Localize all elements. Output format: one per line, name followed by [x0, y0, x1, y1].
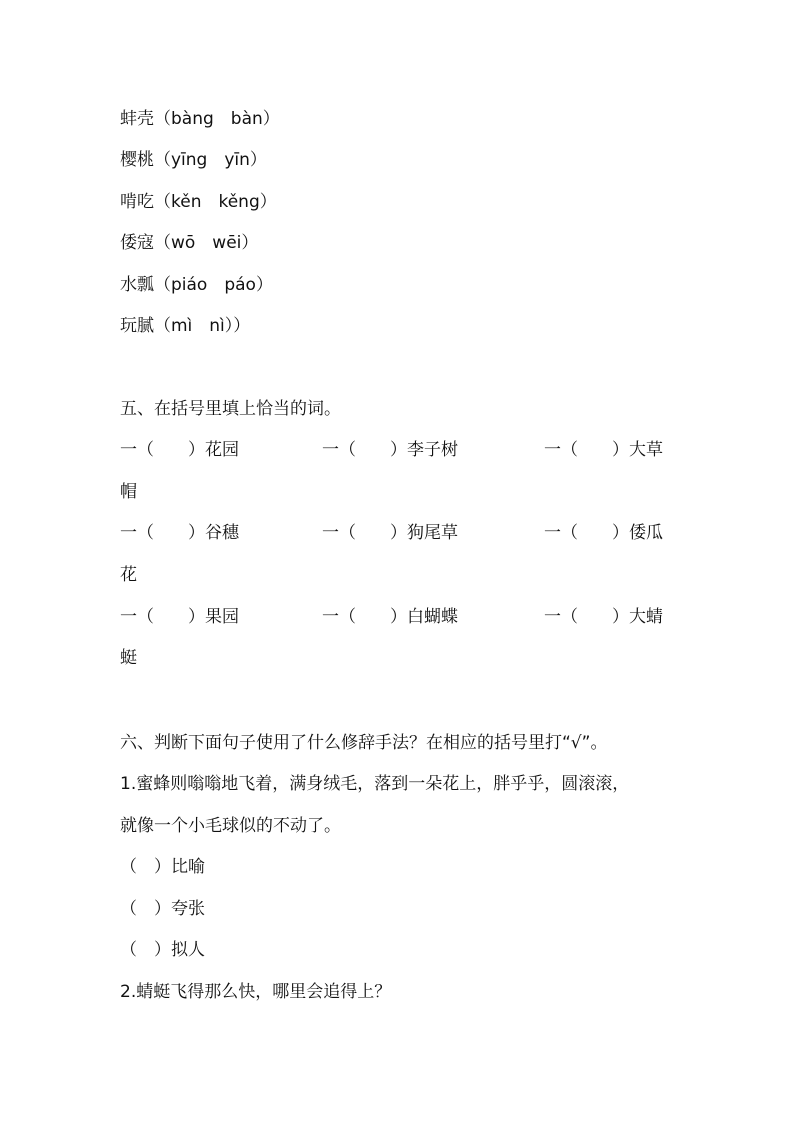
fill-blank-item: 一（ ）花园	[120, 440, 239, 460]
question-1-line-1: 1.蜜蜂则嗡嗡地飞着，满身绒毛，落到一朵花上，胖乎乎，圆滚滚，	[120, 774, 630, 794]
option-exaggeration: （ ）夸张	[120, 899, 205, 919]
fill-blank-item: 一（ ）白蝴蝶	[322, 607, 458, 627]
fill-blank-item: 一（ ）狗尾草	[322, 523, 458, 543]
section-6-title: 六、判断下面句子使用了什么修辞手法？在相应的括号里打“√”。	[120, 733, 608, 753]
question-2: 2.蜻蜓飞得那么快，哪里会追得上？	[120, 982, 392, 1002]
pinyin-item: 樱桃（yīng yīn）	[120, 150, 267, 170]
fill-blank-wrap: 帽	[120, 482, 137, 502]
option-metaphor: （ ）比喻	[120, 857, 205, 877]
fill-blank-wrap: 花	[120, 565, 137, 585]
pinyin-item: 水瓢（piáo páo）	[120, 275, 273, 295]
fill-blank-item: 一（ ）大蜻	[544, 607, 663, 627]
pinyin-item: 啃吃（kěn kěng）	[120, 192, 277, 212]
fill-blank-item: 一（ ）谷穗	[120, 523, 239, 543]
fill-blank-item: 一（ ）大草	[544, 440, 663, 460]
option-personification: （ ）拟人	[120, 940, 205, 960]
fill-blank-wrap: 蜓	[120, 648, 137, 668]
section-5-title: 五、在括号里填上恰当的词。	[120, 399, 341, 419]
pinyin-item: 玩腻（mì nì））	[120, 316, 251, 336]
pinyin-item: 蚌壳（bàng bàn）	[120, 109, 280, 129]
pinyin-item: 倭寇（wō wēi）	[120, 233, 259, 253]
fill-blank-item: 一（ ）李子树	[322, 440, 458, 460]
question-1-line-2: 就像一个小毛球似的不动了。	[120, 816, 341, 836]
fill-blank-item: 一（ ）倭瓜	[544, 523, 663, 543]
fill-blank-item: 一（ ）果园	[120, 607, 239, 627]
